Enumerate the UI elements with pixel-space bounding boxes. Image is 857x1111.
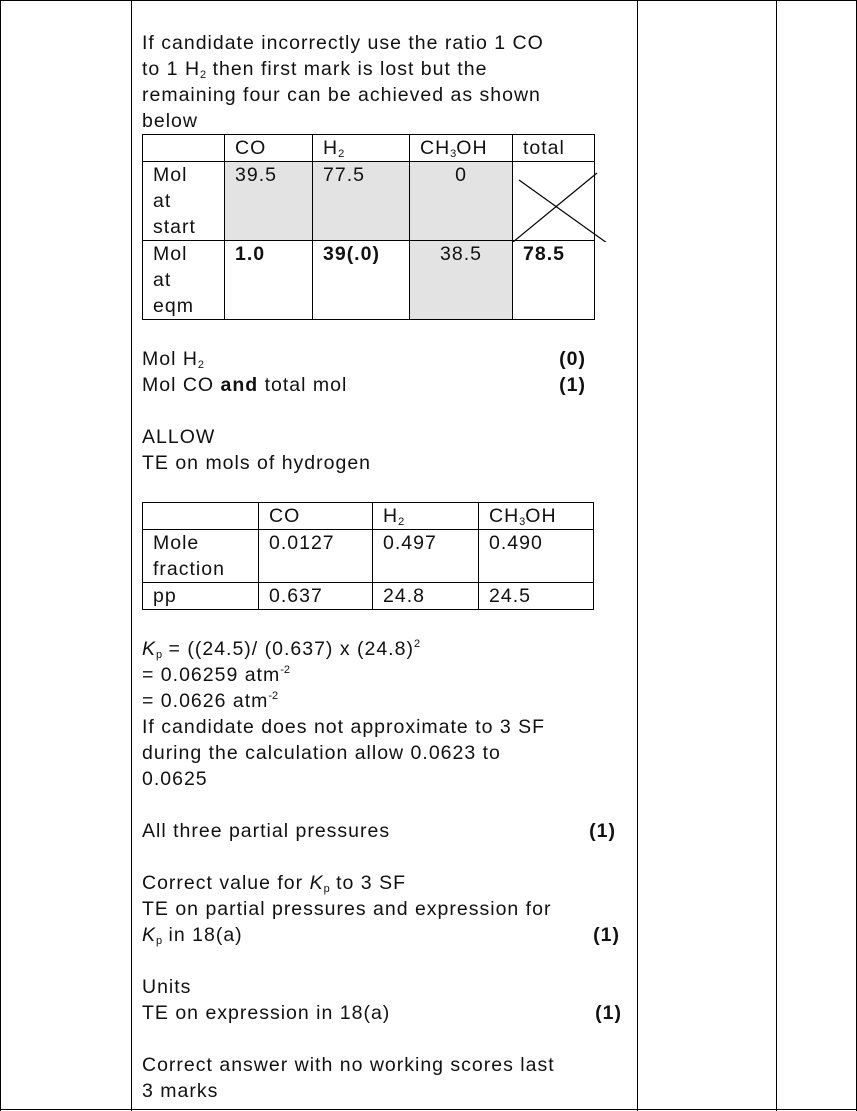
mole-fraction-ch3oh: 0.490 <box>479 530 594 583</box>
mole-fraction-co: 0.0127 <box>259 530 373 583</box>
mark-line-units: TE on expression in 18(a) (1) <box>142 1002 622 1024</box>
correct-value-line: Correct value for $K_p$ to 3 SF <box>142 872 406 895</box>
intro-line-2: to 1 $H_2$ then first mark is lost but the <box>142 58 488 81</box>
sf-note-line-1: If candidate does not approximate to 3 SF <box>142 716 546 738</box>
kp-value-unrounded: = 0.06259 atm$^{-2}$ <box>142 664 290 686</box>
header-co: CO <box>225 135 313 162</box>
pp-table-header <box>143 503 594 530</box>
start-co: 39.5 <box>225 162 313 241</box>
row-mole-fraction <box>143 530 594 583</box>
row-label-pp: pp <box>143 583 259 610</box>
header-ch3oh: $CH_3OH$ <box>410 135 513 162</box>
row-label-eqm: Mol at eqm <box>143 241 225 320</box>
allow-text: TE on mols of hydrogen <box>142 452 372 474</box>
row-label-start: Mol at start <box>143 162 225 241</box>
moles-table-header <box>143 135 595 162</box>
row-border-bottom <box>0 1109 857 1110</box>
mole-fraction-h2: 0.497 <box>373 530 479 583</box>
column-border-question <box>131 0 132 1111</box>
mark-line-mol-h2: Mol $H_2$ (0) <box>142 348 586 371</box>
column-border-answer <box>637 0 638 1111</box>
partial-pressure-table <box>142 502 594 610</box>
moles-table <box>142 134 595 320</box>
pp-header-ch3oh: $CH_3OH$ <box>479 503 594 530</box>
start-h2: 77.5 <box>313 162 410 241</box>
pp-header-co: CO <box>259 503 373 530</box>
mark-line-partial-pressures: All three partial pressures (1) <box>142 820 616 842</box>
kp-expression: $K_p = ((24.5)/$ (0.637) x $(24.8)^2$ <box>142 638 421 661</box>
answer-cell <box>142 30 622 1104</box>
start-ch3oh: 0 <box>410 162 513 241</box>
row-label-mole-fraction: Mole fraction <box>143 530 259 583</box>
units-heading: Units <box>142 976 192 998</box>
kp-value-rounded: = 0.0626 atm$^{-2}$ <box>142 690 279 712</box>
pp-header-h2: $H_2$ <box>373 503 479 530</box>
pp-ch3oh: 24.5 <box>479 583 594 610</box>
mark-award: (1) <box>589 820 616 842</box>
pp-table-corner <box>143 503 259 530</box>
row-border-top <box>0 0 857 1</box>
mark-line-kp-value: $K_p$ in 18(a) (1) <box>142 924 620 947</box>
column-border-notes <box>776 0 777 1111</box>
mark-award: (0) <box>559 348 586 370</box>
final-note-line-1: Correct answer with no working scores last <box>142 1054 555 1076</box>
allow-heading: ALLOW <box>142 426 216 448</box>
cross-out-icon <box>513 162 608 242</box>
sf-note-line-3: 0.0625 <box>142 768 208 790</box>
eqm-h2: 39(.0) <box>313 241 410 320</box>
final-note-line-2: 3 marks <box>142 1080 219 1102</box>
row-mol-at-eqm <box>143 241 595 320</box>
intro-line-3: remaining four can be achieved as shown <box>142 84 541 106</box>
mark-award: (1) <box>559 374 586 396</box>
intro-line-1: If candidate incorrectly use the ratio 1 CO <box>142 32 544 54</box>
te-partial-pressures-line: TE on partial pressures and expression for <box>142 898 552 920</box>
sf-note-line-2: during the calculation allow 0.0623 to <box>142 742 501 764</box>
column-border-left <box>0 0 1 1111</box>
eqm-co: 1.0 <box>225 241 313 320</box>
header-total: total <box>513 135 595 162</box>
mark-line-mol-co: Mol CO and total mol (1) <box>142 374 586 396</box>
row-mol-at-start <box>143 162 595 241</box>
pp-co: 0.637 <box>259 583 373 610</box>
header-h2: $H_2$ <box>313 135 410 162</box>
mark-award: (1) <box>593 924 620 946</box>
eqm-ch3oh: 38.5 <box>410 241 513 320</box>
row-pp <box>143 583 594 610</box>
mark-award: (1) <box>595 1002 622 1024</box>
pp-h2: 24.8 <box>373 583 479 610</box>
start-total-crossed <box>513 162 595 241</box>
eqm-total: 78.5 <box>513 241 595 320</box>
intro-line-4: below <box>142 110 198 132</box>
moles-table-corner <box>143 135 225 162</box>
